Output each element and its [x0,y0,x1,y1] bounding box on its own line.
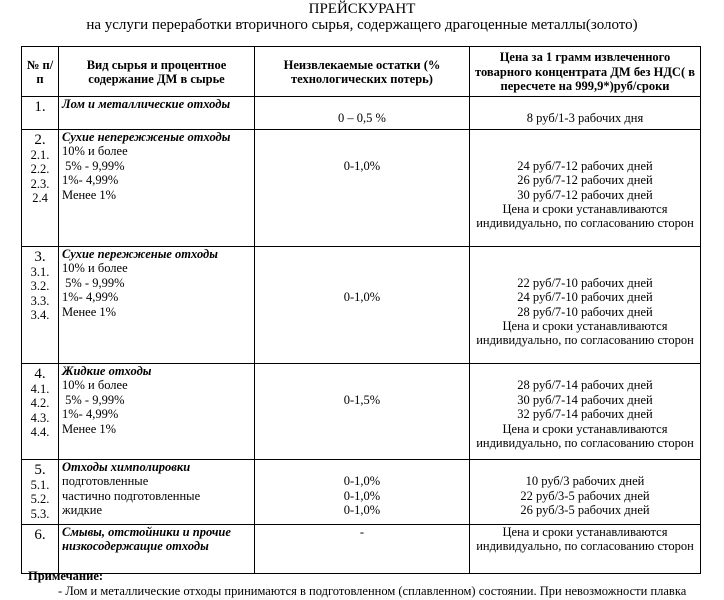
row-number: 1. [34,99,46,115]
row-item: 5% - 9,99% [62,392,125,407]
row-price-cell [470,247,701,364]
row-price: 24 руб/7-12 рабочих дней [517,158,653,173]
row-loss: 0-1,0% [343,488,381,503]
row-title: Жидкие отходы [62,364,152,378]
row-price: 10 руб/3 рабочих дней [525,474,645,489]
row-price: 24 руб/7-10 рабочих дней [517,290,653,305]
row-price: 28 руб/7-14 рабочих дней [517,378,653,393]
row-loss-cell [255,525,470,574]
sub-number: 3.3. [30,293,50,308]
row-item: 1%- 4,99% [62,173,119,188]
document-title: ПРЕЙСКУРАНТ [308,1,416,17]
row-item: 10% и более [62,378,128,393]
row-type-cell [59,525,255,574]
row-price-cell [470,460,701,525]
price-table [21,46,701,574]
row-title: Лом и металлические отходы [62,97,231,111]
table-row [22,460,701,525]
row-price: 26 руб/7-12 рабочих дней [517,173,653,188]
row-price: индивидуально, по согласованию сторон [476,539,694,554]
header-type: Вид сырья и процентное содержание ДМ в сырье [59,47,255,97]
row-num-cell [22,460,59,525]
row-price: Цена и сроки устанавливаются [502,421,668,436]
note-title: Примечание: [28,569,104,583]
row-price: 22 руб/7-10 рабочих дней [517,275,653,290]
row-price: 30 руб/7-14 рабочих дней [517,392,653,407]
sub-number: 2.4 [32,191,48,206]
row-number: 6. [34,527,46,543]
row-loss: 0-1,5% [343,392,381,407]
row-price: 22 руб/3-5 рабочих дней [520,488,650,503]
row-title: Сухие непережженые отходы [62,130,231,144]
row-price: индивидуально, по согласованию сторон [476,333,694,348]
row-item: Менее 1% [62,421,117,436]
row-loss: 0 – 0,5 % [338,111,386,126]
row-price: 32 руб/7-14 рабочих дней [517,407,653,422]
row-price: 28 руб/7-10 рабочих дней [517,304,653,319]
row-item: 5% - 9,99% [62,158,125,173]
row-price-cell [470,130,701,247]
table-row [22,525,701,574]
sub-number: 5.3. [30,506,50,521]
document-subtitle: на услуги переработки вторичного сырья, содержащего драгоценные металлы(золото) [86,17,638,33]
row-price: индивидуально, по согласованию сторон [476,216,694,231]
sub-number: 5.1. [30,478,50,492]
row-num-cell [22,364,59,460]
table-header-row [22,47,701,97]
header-price: Цена за 1 грамм извлеченного товарного концентрата ДМ без НДС( в пересчете на 999,9*)руб/сроки [470,47,701,97]
note-text: - Лом и металлические отходы принимаются в подготовленном (сплавленном) состоянии. При невозможности плавка [58,584,687,598]
row-number: 4. [34,366,46,382]
row-item: Менее 1% [62,304,117,319]
table-row [22,364,701,460]
row-num-cell [22,525,59,574]
row-item: 5% - 9,99% [62,275,125,290]
row-price-cell [470,525,701,574]
row-title: Смывы, отстойники и прочие низкосодержащие отходы [62,525,231,554]
row-item: частично подготовленные [62,488,201,503]
header-num: № п/п [22,47,59,97]
row-loss: 0-1,0% [343,158,381,173]
row-item: 1%- 4,99% [62,407,119,422]
table-row [22,130,701,247]
row-loss: 0-1,0% [343,503,381,518]
row-loss-cell [255,460,470,525]
row-price: Цена и сроки устанавливаются [502,202,668,216]
sub-number: 5.2. [30,492,50,507]
sub-number: 2.3. [30,176,50,191]
row-loss: - [359,525,365,539]
row-price: Цена и сроки устанавливаются [502,525,668,539]
row-number: 3. [34,249,46,265]
row-type-cell [59,97,255,130]
row-item: подготовленные [62,474,149,489]
row-number: 2. [34,132,46,148]
row-type-cell [59,130,255,247]
row-price-cell [470,364,701,460]
row-num-cell [22,97,59,130]
row-price-cell [470,97,701,130]
row-price: 26 руб/3-5 рабочих дней [520,503,650,518]
row-number: 5. [34,462,46,478]
row-type-cell [59,247,255,364]
row-title: Сухие пережженые отходы [62,247,218,261]
row-loss-cell [255,364,470,460]
row-type-cell [59,364,255,460]
sub-number: 2.1. [30,148,50,162]
row-loss: 0-1,0% [343,290,381,305]
row-num-cell [22,247,59,364]
table-row [22,97,701,130]
row-num-cell [22,130,59,247]
sub-number: 3.1. [30,265,50,279]
row-item: Менее 1% [62,187,117,202]
header-loss: Неизвлекаемые остатки (% технологических потерь) [255,47,470,97]
table-row [22,247,701,364]
sub-number: 4.2. [30,396,50,411]
row-loss-cell [255,247,470,364]
sub-number: 4.4. [30,425,50,440]
row-loss-cell [255,130,470,247]
sub-number: 2.2. [30,162,50,177]
row-item: жидкие [62,503,102,518]
row-loss-cell [255,97,470,130]
sub-number: 4.3. [30,410,50,425]
row-title: Отходы химполировки [62,460,191,474]
row-loss: 0-1,0% [343,474,381,489]
row-price: индивидуально, по согласованию сторон [476,436,694,451]
row-price: 30 руб/7-12 рабочих дней [517,187,653,202]
row-item: 1%- 4,99% [62,290,119,305]
sub-number: 4.1. [30,382,50,396]
row-item: 10% и более [62,261,128,276]
row-price: 8 руб/1-3 рабочих дня [526,111,644,126]
row-price: Цена и сроки устанавливаются [502,319,668,333]
sub-number: 3.2. [30,279,50,294]
sub-number: 3.4. [30,308,50,323]
row-item: 10% и более [62,144,128,159]
row-type-cell [59,460,255,525]
